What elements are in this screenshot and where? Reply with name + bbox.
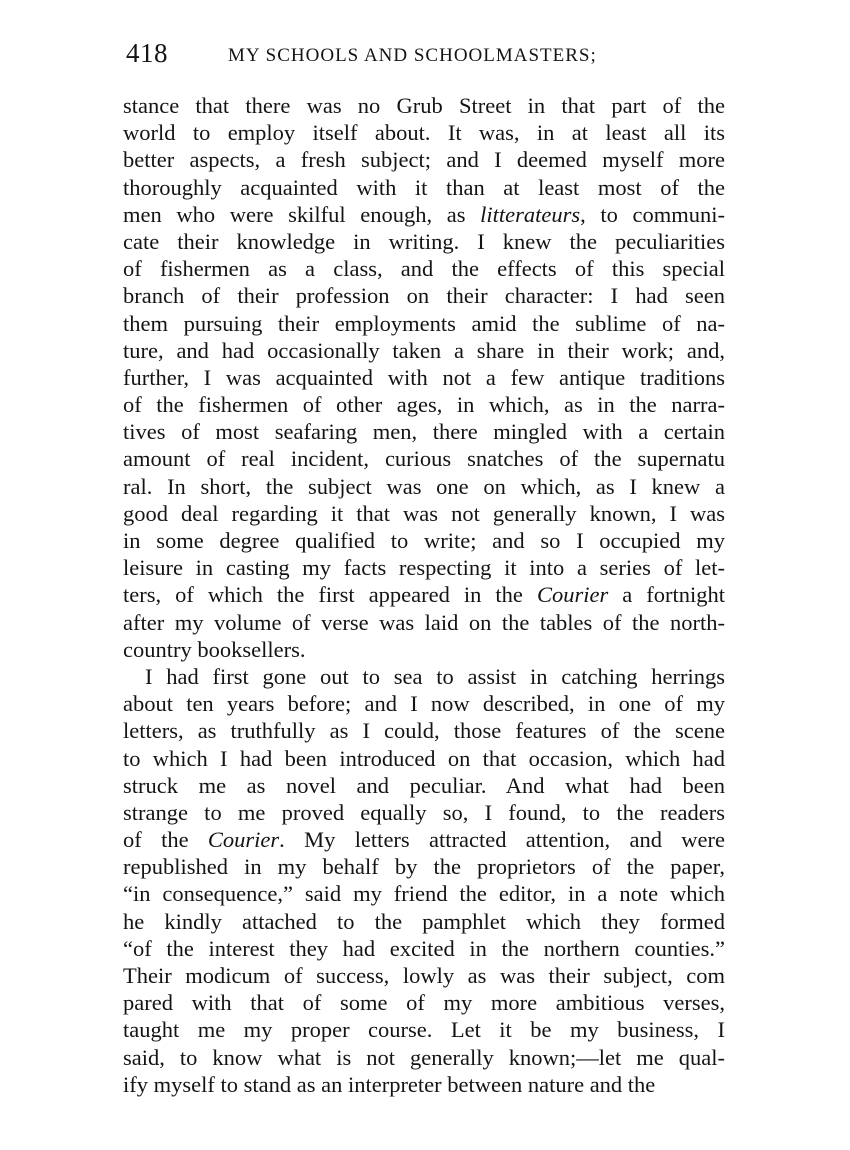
text-line: tives of most seafaring men, there mingled with a certain bbox=[123, 419, 725, 445]
text-line: said, to know what is not generally known;—let me qual- bbox=[123, 1044, 725, 1070]
text-line: pared with that of some of my more ambitious verses, bbox=[123, 990, 725, 1016]
text-line: taught me my proper course. Let it be my business, I bbox=[123, 1017, 725, 1043]
text-line: “in consequence,” said my friend the editor, in a note which bbox=[123, 881, 725, 907]
body-text bbox=[123, 92, 725, 1098]
text-line: of fishermen as a class, and the effects of this special bbox=[123, 256, 725, 282]
text-line: “of the interest they had excited in the northern counties.” bbox=[123, 935, 725, 961]
text-line: branch of their profession on their character: I had seen bbox=[123, 283, 725, 309]
paragraph bbox=[123, 663, 725, 1098]
paragraph bbox=[123, 92, 725, 663]
text-line: good deal regarding it that was not generally known, I was bbox=[123, 500, 725, 526]
text-line: he kindly attached to the pamphlet which they formed bbox=[123, 908, 725, 934]
text-line: ify myself to stand as an interpreter between nature and the bbox=[123, 1071, 656, 1097]
text-line: about ten years before; and I now described, in one of my bbox=[123, 691, 725, 717]
text-line: cate their knowledge in writing. I knew the peculiarities bbox=[123, 228, 725, 254]
text-line: them pursuing their employments amid the sublime of na- bbox=[123, 310, 725, 336]
running-head bbox=[126, 38, 726, 78]
text-line: to which I had been introduced on that occasion, which had bbox=[123, 745, 725, 771]
text-line: republished in my behalf by the proprietors of the paper, bbox=[123, 854, 725, 880]
text-line: of the Courier. My letters attracted attention, and were bbox=[123, 827, 725, 853]
text-line: country booksellers. bbox=[123, 636, 306, 662]
text-line: struck me as novel and peculiar. And what had been bbox=[123, 772, 725, 798]
text-line: ral. In short, the subject was one on which, as I knew a bbox=[123, 473, 725, 499]
page-number: 418 bbox=[126, 38, 168, 68]
text-line: thoroughly acquainted with it than at least most of the bbox=[123, 174, 725, 200]
text-line: better aspects, a fresh subject; and I deemed myself more bbox=[123, 147, 725, 173]
text-line: after my volume of verse was laid on the tables of the north- bbox=[123, 609, 725, 635]
running-title: MY SCHOOLS AND SCHOOLMASTERS; bbox=[228, 45, 597, 66]
text-line: Their modicum of success, lowly as was their subject, com bbox=[123, 963, 725, 988]
text-line: leisure in casting my facts respecting it into a series of let- bbox=[123, 555, 725, 581]
text-line: I had first gone out to sea to assist in catching herrings bbox=[145, 663, 725, 689]
text-line: amount of real incident, curious snatches of the supernatu bbox=[123, 446, 725, 472]
text-line: further, I was acquainted with not a few antique traditions bbox=[123, 364, 725, 390]
text-line: men who were skilful enough, as litterateurs, to communi- bbox=[123, 201, 726, 227]
text-line: stance that there was no Grub Street in that part of the bbox=[123, 93, 725, 118]
text-line: world to employ itself about. It was, in at least all its bbox=[123, 120, 725, 146]
text-line: ture, and had occasionally taken a share in their work; and, bbox=[123, 337, 725, 363]
text-line: ters, of which the first appeared in the Courier a fortnight bbox=[123, 582, 725, 608]
text-line: in some degree qualified to write; and so I occupied my bbox=[123, 528, 725, 553]
text-line: of the fishermen of other ages, in which, as in the narra- bbox=[123, 392, 725, 418]
text-line: letters, as truthfully as I could, those features of the scene bbox=[123, 718, 725, 744]
text-line: strange to me proved equally so, I found, to the readers bbox=[123, 799, 725, 825]
